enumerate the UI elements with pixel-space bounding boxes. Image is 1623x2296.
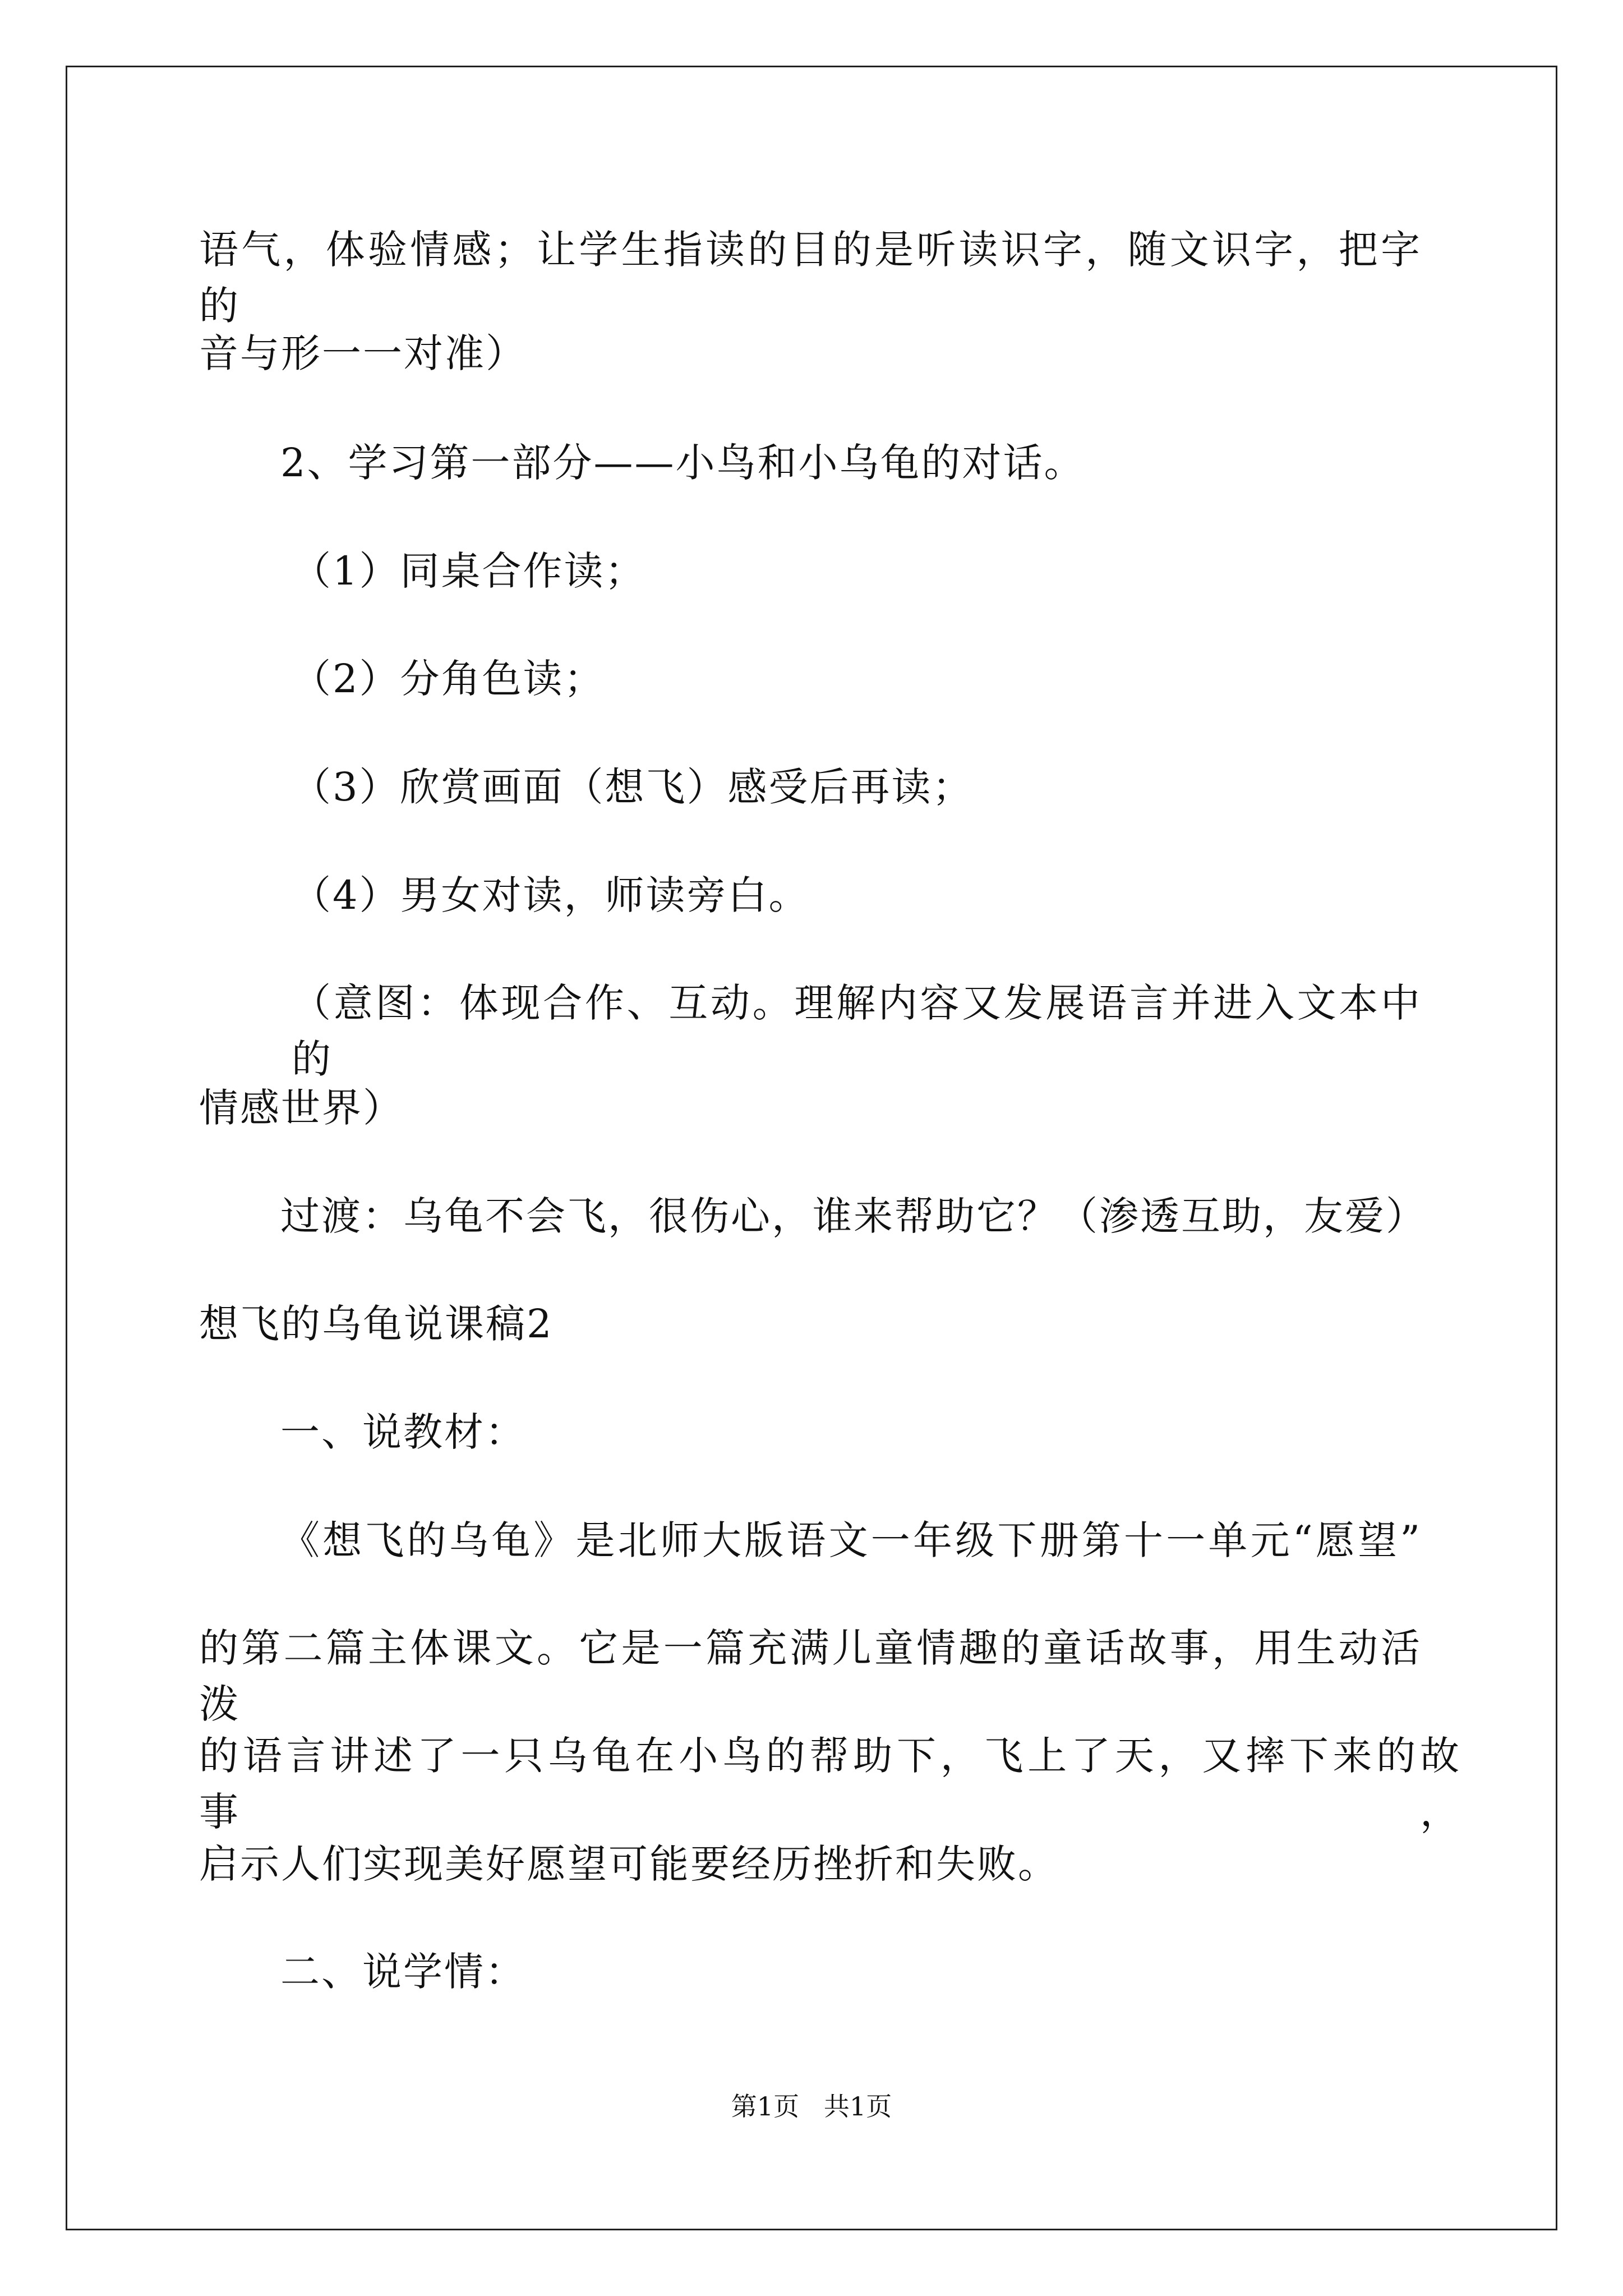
page-border: [66, 66, 1557, 2230]
text-line: 《想飞的乌龟》是北师大版语文一年级下册第十一单元“愿望”: [280, 1517, 1422, 1563]
section-heading: 2、学习第一部分——小鸟和小乌龟的对话。: [280, 440, 1085, 486]
section-heading: 二、说学情：: [280, 1949, 526, 1995]
text-line: 音与形一一对准）: [199, 330, 527, 376]
text-line: 启示人们实现美好愿望可能要经历挫折和失败。: [199, 1841, 1059, 1887]
text-line: 的语言讲述了一只乌龟在小鸟的帮助下，飞上了天，又摔下来的故事，: [199, 1733, 1461, 1835]
list-item: （1）同桌合作读；: [292, 548, 646, 594]
text-line: 过渡：乌龟不会飞，很伤心，谁来帮助它？（渗透互助，友爱）: [280, 1193, 1427, 1239]
text-line: 情感世界）: [199, 1085, 404, 1131]
text-line: 语气，体验情感；让学生指读的目的是听读识字，随文识字，把字的: [199, 227, 1422, 329]
section-heading: 一、说教材：: [280, 1409, 526, 1455]
text-line: 的第二篇主体课文。它是一篇充满儿童情趣的童话故事，用生动活泼: [199, 1625, 1422, 1727]
list-item: （4）男女对读，师读旁白。: [292, 872, 810, 918]
text-line: （意图：体现合作、互动。理解内容又发展语言并进入文本中的: [292, 980, 1422, 1082]
list-item: （2）分角色读；: [292, 656, 605, 702]
list-item: （3）欣赏画面（想飞）感受后再读；: [292, 764, 974, 810]
page-number: 第1页 共1页: [731, 2091, 892, 2122]
subtitle: 想飞的乌龟说课稿2: [199, 1301, 554, 1347]
